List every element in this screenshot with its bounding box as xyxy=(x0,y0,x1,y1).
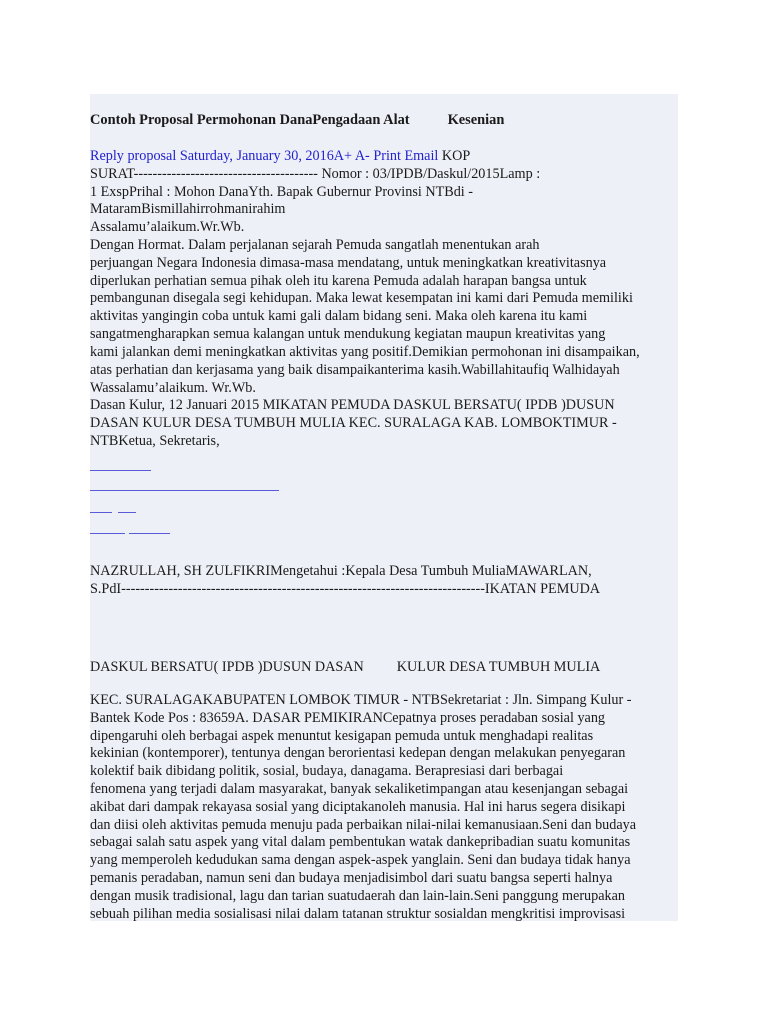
signature-line xyxy=(90,470,151,471)
signature-line xyxy=(90,512,112,513)
print-link[interactable]: Print xyxy=(373,148,401,164)
signature-line xyxy=(90,533,125,534)
body-line: pemanis peradaban, namun seni dan budaya menjadisimbol dari suatu bangsa seperti halnya xyxy=(90,870,613,886)
font-increase-link[interactable]: A+ xyxy=(333,148,353,164)
body-line: sangatmengharapkan semua kalangan untuk mendukung kegiatan maupun kreativitas yang xyxy=(90,326,606,342)
reply-link[interactable]: Reply xyxy=(90,148,124,164)
body-text: KOP xyxy=(441,148,471,164)
body-line: dipengaruhi oleh berbagai aspek menuntut kesigapan pemuda untuk menghadapi realitas xyxy=(90,728,594,744)
body-line: sebuah pilihan media sosialisasi nilai dalam tatanan struktur sosialdan mengkritisi improvisasi xyxy=(90,906,626,921)
post-date-link[interactable]: Saturday, January 30, 2016 xyxy=(179,148,334,164)
category-link[interactable]: proposal xyxy=(127,148,177,164)
body-line: diperlukan perhatian semua pihak oleh itu karena Pemuda adalah harapan bangsa untuk xyxy=(90,273,587,289)
body-line: DASAN KULUR DESA TUMBUH MULIA KEC. SURALAGA KAB. LOMBOKTIMUR - xyxy=(90,415,617,431)
body-line: NAZRULLAH, SH ZULFIKRIMengetahui :Kepala Desa Tumbuh MuliaMAWARLAN, xyxy=(90,563,592,579)
body-line: MataramBismillahirrohmanirahim xyxy=(90,201,286,217)
signature-line xyxy=(90,490,279,491)
body-line: 1 ExspPrihal : Mohon DanaYth. Bapak Gubernur Provinsi NTBdi - xyxy=(90,184,474,200)
body-line: aktivitas yangingin coba untuk kami gali dalam bidang seni. Maka oleh karena itu kami xyxy=(90,308,588,324)
body-line: sebagai salah satu aspek yang vital dalam pembentukan watak dankepribadian suatu komunitas xyxy=(90,834,631,850)
body-line: Wassalamu’alaikum. Wr.Wb. xyxy=(90,380,256,396)
body-line: akibat dari dampak rekayasa sosial yang diciptakanoleh manusia. Hal ini harus segera disikapi xyxy=(90,799,626,815)
meta-line xyxy=(90,148,470,166)
body-line: KEC. SURALAGAKABUPATEN LOMBOK TIMUR - NTBSekretariat : Jln. Simpang Kulur - xyxy=(90,692,632,708)
body-line: Dasan Kulur, 12 Januari 2015 MIKATAN PEMUDA DASKUL BERSATU( IPDB )DUSUN xyxy=(90,397,615,413)
body-line: kami jalankan demi meningkatkan aktivitas yang positif.Demikian permohonan ini disampaikan, xyxy=(90,344,640,360)
document-title: Contoh Proposal Permohonan DanaPengadaan Alat Kesenian xyxy=(90,112,505,128)
signature-line xyxy=(129,533,170,534)
body-line: perjuangan Negara Indonesia dimasa-masa mendatang, untuk meningkatkan kreativitasnya xyxy=(90,255,607,271)
signature-line xyxy=(118,512,136,513)
body-line: kekinian (kontemporer), tentunya dengan berorientasi kedepan dengan melakukan penyegaran xyxy=(90,745,626,761)
font-decrease-link[interactable]: A- xyxy=(354,148,370,164)
body-line: dan diisi oleh aktivitas pemuda menuju pada perbaikan nilai-nilai kemanusiaan.Seni dan budaya xyxy=(90,817,637,833)
body-line: yang memperoleh kedudukan sama dengan aspek-aspek yanglain. Seni dan budaya tidak hanya xyxy=(90,852,631,868)
body-line: Bantek Kode Pos : 83659A. DASAR PEMIKIRANCepatnya proses peradaban sosial yang xyxy=(90,710,606,726)
body-line: atas perhatian dan kerjasama yang baik disampaikanterima kasih.Wabillahitaufiq Walhidayah xyxy=(90,362,620,378)
document-page xyxy=(90,94,678,921)
body-line: Dengan Hormat. Dalam perjalanan sejarah Pemuda sangatlah menentukan arah xyxy=(90,237,540,253)
body-line: NTBKetua, Sekretaris, xyxy=(90,433,220,449)
body-line: S.PdI-----------------------------------------------------------------------------IKATAN PEMUDA xyxy=(90,581,601,597)
body-line: dengan musik tradisional, lagu dan tarian suatudaerah dan lain-lain.Seni panggung merupakan xyxy=(90,888,626,904)
email-link[interactable]: Email xyxy=(404,148,439,164)
body-line: kolektif baik dibidang politik, sosial, budaya, danagama. Berapresiasi dari berbagai xyxy=(90,763,564,779)
body-line: fenomena yang terjadi dalam masyarakat, banyak sekaliketimpangan atau kesenjangan sebagai xyxy=(90,781,629,797)
body-line: pembangunan disegala segi kehidupan. Maka lewat kesempatan ini kami dari Pemuda memiliki xyxy=(90,290,633,306)
body-line: Assalamu’alaikum.Wr.Wb. xyxy=(90,219,245,235)
body-line: SURAT--------------------------------------- Nomor : 03/IPDB/Daskul/2015Lamp : xyxy=(90,166,541,182)
body-line: DASKUL BERSATU( IPDB )DUSUN DASAN KULUR DESA TUMBUH MULIA xyxy=(90,659,601,675)
